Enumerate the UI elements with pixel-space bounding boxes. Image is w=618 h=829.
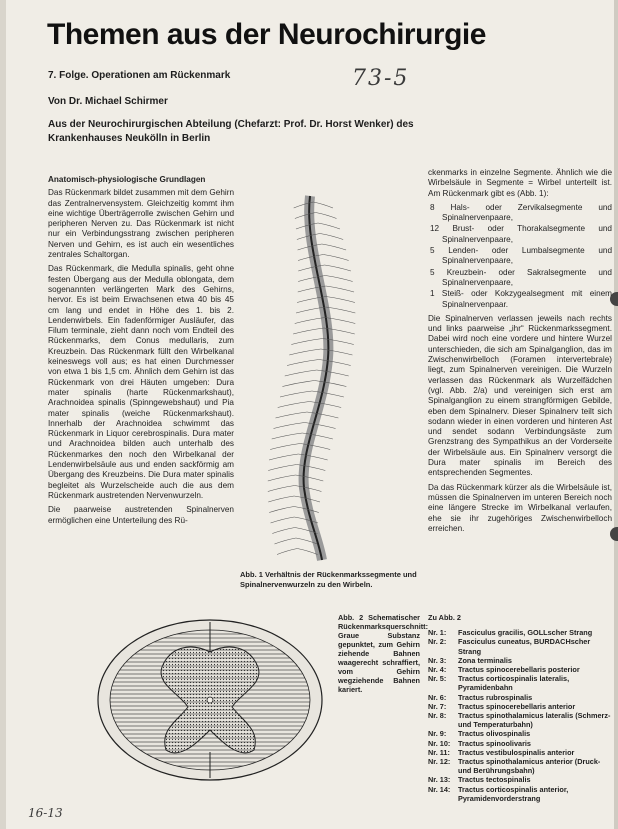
nerve-root [272,433,303,439]
nerve-root [291,339,322,345]
nerve-root [280,391,312,397]
legend-number: Nr. 3: [428,655,447,665]
spine-illustration [268,196,356,560]
handwritten-footer: 16-13 [28,806,63,820]
paragraph: Da das Rückenmark kürzer als die Wirbelsäule ist, müssen die Spinalnerven im unteren Bereich noch eine längere Strecke im Wirbelkanal verlaufen, ehe sie ihr zugehöriges Zwischenwirbelloch erreichen. [428,482,612,533]
legend-text: Tractus olivospinalis [458,729,531,739]
list-item: 1 Steiß- oder Kokzygealsegment mit einem Spinalnervenpaar. [430,289,612,309]
legend-number: Nr. 5: [428,674,447,684]
legend-text: Tractus spinocerebellaris anterior [458,701,576,711]
legend-item [428,711,612,729]
legend-text: Tractus spinocerebellaris posterior [458,665,580,675]
nerve-root [282,381,314,387]
page-edge-left [0,0,6,829]
legend-text: Tractus spinothalamicus lateralis (Schmerz- und Temperaturbahn) [458,711,611,730]
nerve-root [295,318,325,324]
spine-figure [240,188,425,568]
nerve-root [289,349,321,355]
legend-item [428,656,612,665]
figure2-caption: Abb. 2 Schematischer Rückenmarksquerschnitt: Graue Substanz gepunktet, zum Gehirn ziehende Bahnen waagerecht schraffiert, vom Gehirn wegziehende Bahnen kariert. [338,613,429,694]
legend-text: Tractus vestibulospinalis anterior [458,747,575,757]
nerve-root [287,360,319,366]
legend-text: Tractus spinoolivaris [458,738,531,748]
paragraph: Das Rückenmark bildet zusammen mit dem Gehirn das Zentralnervensystem. Gleichzeitig kommt ihm eine wichtige Überträgerrolle zwischen Gehirn und peripheren Nerven zu. Das Rückenmark ist nicht nur ein Verbindungsstrang zwischen peripheren Nerven und Gehirn, es ist auch ein wesentliches zentrales Schaltorgan. [48,188,234,260]
nerve-root [326,307,356,313]
legend-number: Nr. 6: [428,692,447,702]
article-author: Von Dr. Michael Schirmer [48,96,168,107]
legend-item [428,785,612,803]
segment-list [428,203,612,310]
legend-item [428,757,612,775]
legend-number: Nr. 14: [428,784,451,794]
list-item: 5 Lenden- oder Lumbalsegmente und Spinalnervenpaare, [430,246,612,266]
legend-heading: Zu Abb. 2 [428,613,461,622]
text-column-left [48,175,234,595]
legend-item [428,702,612,711]
legend-item [428,637,612,655]
list-item: 5 Kreuzbein- oder Sakralsegmente und Spinalnervenpaare, [430,267,612,287]
nerve-root [285,370,317,376]
nerve-root [274,538,295,544]
legend-item [428,729,612,738]
legend-text: Fasciculus gracilis, GOLLscher Strang [458,628,593,638]
nerve-root [326,286,354,292]
nerve-root [326,297,355,303]
paragraph: Das Rückenmark, die Medulla spinalis, geht ohne festen Übergang aus der Medulla oblongata, dem sogenannten verlängerten Mark des Gehirns, hervor. Es ist beim Erwachsenen etwa 40 bis 45 cm lang und endet in Höhe des 1. bis 2. Lendenwirbels. Ein fadenförmiger Ausläufer, das Filum terminale, zieht dann noch vom Endteil des Rückenmarks, dem Conus medullaris, zum Kreuzbein. Das Rückenmark füllt den Wirbelkanal keineswegs voll aus; es hat einen Durchmesser von etwa 1 bis 1,5 cm. Ähnlich dem Gehirn ist das Rückenmark von drei Häuten umgeben: Dura mater spinalis (harte Rückenmarkshaut), Arachnoidea spinalis (Spinngewebshaut) und Pia mater spinalis (weiche Rückenmarkshaut). Innerhalb der Arachnoidea schwimmt das Rückenmark in Liquor cerebrospinalis. Dura mater und Arachnoidea bilden auch unterhalb des Rückenmarkes den noch den Wirbelkanal der Lendenwirbelsäule aus und enden sackförmig am Übergang des Kreuzbeins. Die Dura mater spinalis begleitet als Wurzelscheide auch die aus dem Rückenmark austretenden Nervenwurzeln. [48,264,234,500]
legend-text: Tractus rubrospinalis [458,692,533,702]
nerve-root [269,507,294,513]
nerve-root [320,234,343,240]
legend-item [428,674,612,692]
figure1-caption: Abb. 1 Verhältnis der Rückenmarkssegmente und Spinalnervenwurzeln zu den Wirbeln. [240,570,417,589]
legend-number: Nr. 10: [428,738,451,748]
nerve-root [313,202,333,208]
nerve-root [268,465,297,471]
spinal-cord-cross-section [90,612,330,790]
nerve-root [269,454,298,460]
nerve-root [316,213,337,219]
paragraph: Die Spinalnerven verlassen jeweils nach rechts und links paarweise „ihr“ Rückenmarkssegment. Dabei wird noch eine vordere und hintere Wurzel unterschieden, die sich am Spinalganglion, das im Zwischenwirbelloch (Foramen intervertebrale) liegt, zum Spinalnerven vereinigen. Die Wurzeln verlassen das Rückenmark als Wurzelfädchen (vgl. Abb. 2/a) und vereinigen sich erst am Spinalganglion zu einem strangförmigen Gebilde, eben dem Spinalnerv. Dieser Spinalnerv teilt sich sodann wieder in einen vorderen und hinteren Ast und sendet sodann Verbindungsäste zum Grenzstrang des Sympathikus an der Vorderseite der Wirbelsäule aus. Ein Spinalnerv versorgt die Dura mater spinalis im Bereich des entsprechenden Segmentes. [428,313,612,478]
text-column-right [428,168,612,593]
nerve-root [275,412,306,418]
section-heading: Anatomisch-physiologische Grundlagen [48,175,206,184]
legend-item [428,665,612,674]
nerve-root [272,528,295,534]
legend-item [428,693,612,702]
legend-number: Nr. 7: [428,701,447,711]
legend-number: Nr. 2: [428,637,447,647]
legend-text: Fasciculus cuneatus, BURDACHscher Strang [458,637,591,656]
paragraph: Die paarweise austretenden Spinalnerven ermöglichen eine Unterteilung des Rü- [48,505,234,525]
legend-item [428,775,612,784]
legend-number: Nr. 4: [428,665,447,675]
nerve-root [322,244,346,250]
figure2-legend [428,613,612,803]
nerve-root [270,444,300,450]
legend-item [428,628,612,637]
nerve-root [271,517,295,523]
article-title: Themen aus der Neurochirurgie [47,18,486,51]
nerve-root [277,549,297,555]
list-item: 12 Brust- oder Thorakalsegmente und Spinalnervenpaare, [430,224,612,244]
nerve-root [293,328,324,334]
nerve-root [278,402,310,408]
legend-item [428,748,612,757]
legend-number: Nr. 9: [428,729,447,739]
legend-text: Tractus spinothalamicus anterior (Druck- und Berührungsbahn) [458,757,601,776]
legend-list [428,628,612,803]
legend-number: Nr. 8: [428,711,447,721]
nerve-root [318,223,340,229]
handwritten-note: 73-5 [352,66,410,91]
list-item: 8 Hals- oder Zervikalsegmente und Spinalnervenpaare, [430,202,612,223]
paragraph: ckenmarks in einzelne Segmente. Ähnlich wie die Wirbelsäule in Segmente = Wirbel unterteilt ist. Am Rückenmark gibt es (Abb. 1): [428,168,612,198]
nerve-root [325,265,351,271]
legend-text: Tractus tectospinalis [458,775,531,785]
legend-number: Nr. 12: [428,757,451,767]
legend-number: Nr. 11: [428,747,450,757]
legend-number: Nr. 1: [428,628,447,638]
nerve-root [268,475,296,481]
legend-number: Nr. 13: [428,775,451,785]
page-edge-right [614,0,618,829]
nerve-root [323,255,348,261]
nerve-root [268,496,294,502]
legend-text: Tractus corticospinalis lateralis, Pyramidenbahn [458,674,570,693]
article-subtitle: 7. Folge. Operationen am Rückenmark [48,70,231,81]
legend-text: Zona terminalis [458,655,512,665]
nerve-root [325,276,352,282]
legend-text: Tractus corticospinalis anterior, Pyramidenvorderstrang [458,784,569,803]
legend-item [428,739,612,748]
article-affiliation: Aus der Neurochirurgischen Abteilung (Chefarzt: Prof. Dr. Horst Wenker) des Krankenhauses Neukölln in Berlin [48,119,414,144]
nerve-root [268,486,295,492]
nerve-root [273,423,304,429]
